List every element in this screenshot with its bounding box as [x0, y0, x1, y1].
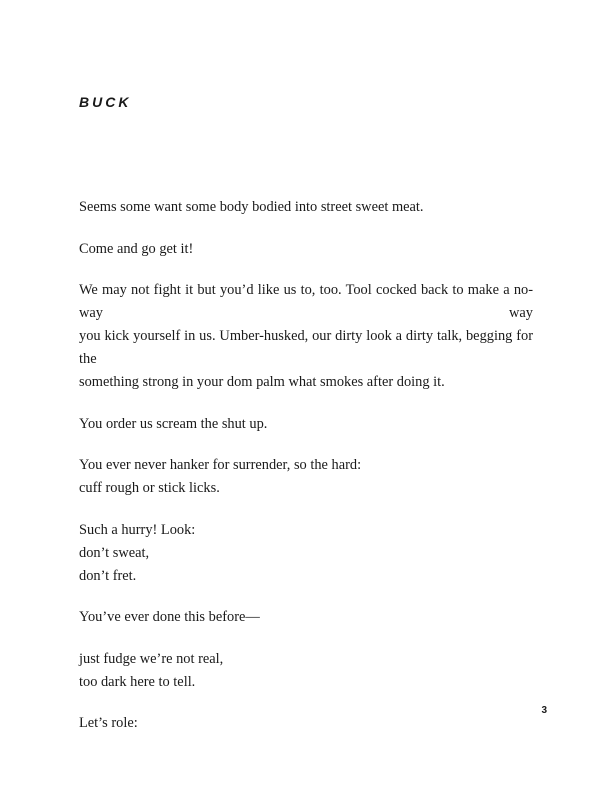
- stanza-8: [79, 648, 533, 694]
- poem-line: We may not fight it but you’d like us to, too. Tool cocked back to make a no-way way: [79, 282, 533, 321]
- poem-line: cuff rough or stick licks.: [79, 480, 220, 496]
- poem-line: just fudge we’re not real,: [79, 650, 224, 667]
- stanza-6: [79, 519, 533, 588]
- stanza-7: [79, 606, 533, 629]
- stanza-4: [79, 413, 533, 436]
- page-number: 3: [541, 705, 547, 716]
- poem-line: Come and go get it!: [79, 240, 194, 257]
- poem-line: You order us scream the shut up.: [79, 415, 268, 432]
- poem-line: You ever never hanker for surrender, so the hard:: [79, 457, 362, 473]
- poem-line: Seems some want some body bodied into street sweet meat.: [79, 199, 424, 215]
- poem-title: BUCK: [79, 94, 132, 110]
- stanza-3: [79, 279, 533, 394]
- poem-body: [79, 196, 533, 754]
- stanza-5: [79, 454, 533, 500]
- poem-line: something strong in your dom palm what smokes after doing it.: [79, 374, 445, 390]
- poem-line: Let’s role:: [79, 715, 138, 731]
- poem-line: you kick yourself in us. Umber-husked, our dirty look a dirty talk, begging for the: [79, 328, 533, 367]
- poem-line: don’t sweat,: [79, 544, 150, 561]
- stanza-2: [79, 238, 533, 261]
- poem-line: Such a hurry! Look:: [79, 521, 196, 538]
- poem-line: too dark here to tell.: [79, 673, 196, 690]
- stanza-9: [79, 712, 533, 735]
- poem-line: don’t fret.: [79, 567, 137, 584]
- stanza-1: [79, 196, 533, 219]
- poem-line: You’ve ever done this before—: [79, 609, 260, 625]
